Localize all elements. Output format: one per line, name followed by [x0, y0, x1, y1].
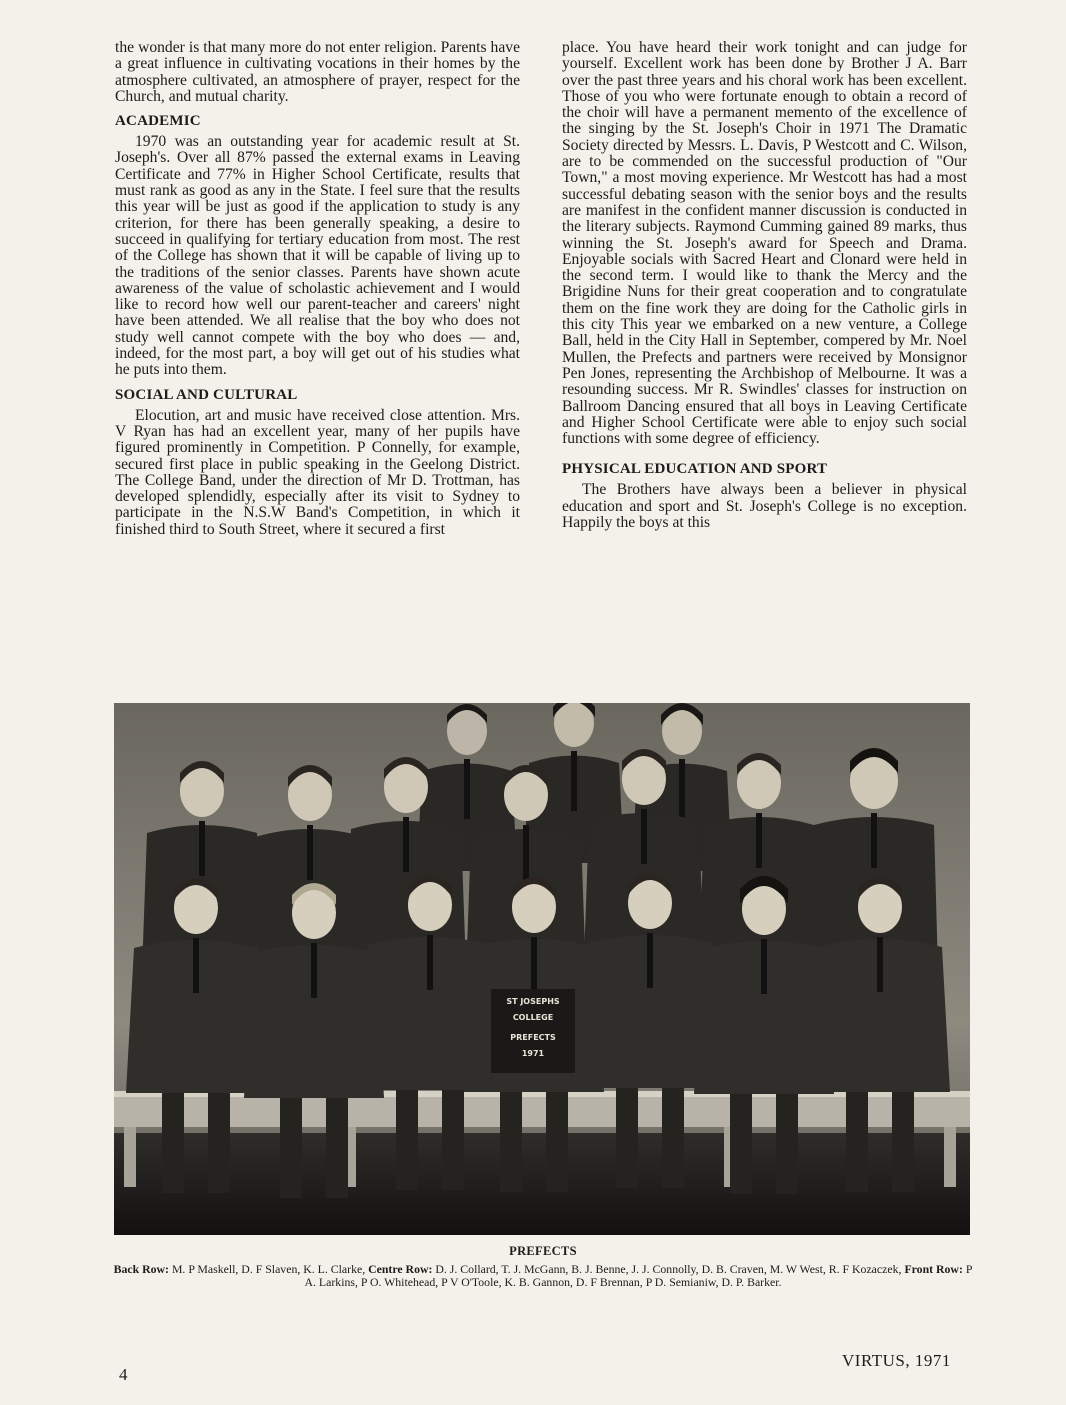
front-row-label: Front Row:	[904, 1262, 963, 1276]
back-row-names: M. P Maskell, D. F Slaven, K. L. Clarke,	[171, 1262, 366, 1276]
academic-paragraph: 1970 was an outstanding year for academic result at St. Joseph's. Over all 87% passed the external exams in Leaving Certificate and 77% in Higher School Certificate, results that must rank as good as any in the State. I feel sure that the results this year will be just as good if the application to study is any criterion, for there has been generally speaking, a desire to succeed in qualifying for tertiary education from most. The rest of the College has shown that it will be capable of living up to the traditions of the senior classes. Parents have shown acute awareness of the value of scholastic achievement and I would like to record how well our parent-teacher and careers' night have been attended. We all realise that the boy who does not study well cannot compete with the boy who does — and, indeed, for the most part, a boy will get out of his studies what he puts into them.	[115, 133, 520, 379]
centre-row-names: D. J. Collard, T. J. McGann, B. J. Benne, J. J. Connolly, D. B. Craven, M. W West, R. F Kozaczek,	[435, 1262, 902, 1276]
front-row-names: P A. Larkins, P O. Whitehead, P V O'Toole, K. B. Gannon, D. F Brennan, P D. Semianiw, D. P. Barker.	[304, 1262, 973, 1289]
page-number: 4	[119, 1365, 128, 1384]
photo-caption	[110, 1244, 976, 1289]
sport-heading: PHYSICAL EDUCATION AND SPORT	[562, 461, 828, 478]
sign-line-3: PREFECTS	[510, 1033, 556, 1042]
social-paragraph: Elocution, art and music have received close attention. Mrs. V Ryan has had an excellent year, many of her pupils have figured prominently in Competition. P Connelly, for example, secured first place in public speaking in the Geelong District. The College Band, under the direction of Mr D. Trottman, has developed splendidly, especially after its visit to Sydney to participate in the N.S.W Band's Competition, in which it finished third to South Street, where it secured a first	[115, 406, 520, 538]
caption-title: PREFECTS	[509, 1244, 577, 1258]
prefects-group-photo	[114, 703, 970, 1235]
sign-line-4: 1971	[521, 1049, 545, 1058]
photo-illustration	[114, 703, 970, 1235]
left-column	[115, 40, 520, 538]
academic-heading: ACADEMIC	[115, 113, 201, 130]
back-row-label: Back Row:	[113, 1262, 169, 1276]
right-column	[562, 40, 967, 531]
journal-name: VIRTUS, 1971	[842, 1351, 951, 1370]
intro-paragraph: the wonder is that many more do not enter religion. Parents have a great influence in cultivating vocations in their homes by the atmosphere cultivated, an atmosphere of prayer, respect for the Church, and mutual charity.	[115, 39, 520, 105]
continued-paragraph: place. You have heard their work tonight and can judge for yourself. Excellent work has been done by Brother J A. Barr over the past three years and his choral work has been excellent. Those of you who were fortunate enough to obtain a record of the choir will have a permanent memento of the excellence of the singing by the St. Joseph's Choir in 1971 The Dramatic Society directed by Messrs. L. Davis, P Westcott and C. Wilson, are to be commended on the successful production of "Our Town," a most moving experience. Mr Westcott has had a most successful debating season with the senior boys and the results are manifest in the confident manner discussion is conducted in the literary subjects. Raymond Cumming gained 89 marks, thus winning the St. Joseph's award for Speech and Drama. Enjoyable socials with Sacred Heart and Clonard were held in the second term. I would like to thank the Mercy and the Brigidine Nuns for their great cooperation and to congratulate them on the fine work they are doing for the Catholic girls in this city This year we embarked on a new venture, a College Ball, held in the City Hall in September, compered by Mr. Noel Mullen, the Prefects and partners were received by Monsignor Pen Jones, representing the Archbishop of Melbourne. It was a resounding success. Mr R. Swindles' classes for instruction on Ballroom Dancing ensured that all boys in Leaving Certificate and Higher School Certificate were able to enjoy such social functions with some degree of efficiency.	[562, 39, 967, 448]
prefects-sign	[491, 989, 575, 1073]
caption-names	[110, 1263, 976, 1289]
sign-line-2: COLLEGE	[512, 1013, 554, 1022]
sport-paragraph: The Brothers have always been a believer in physical education and sport and St. Joseph's College is no exception. Happily the boys at this	[562, 481, 967, 532]
sign-line-1: ST JOSEPHS	[506, 997, 560, 1006]
social-heading: SOCIAL AND CULTURAL	[115, 386, 298, 403]
centre-row-label: Centre Row:	[368, 1262, 433, 1276]
